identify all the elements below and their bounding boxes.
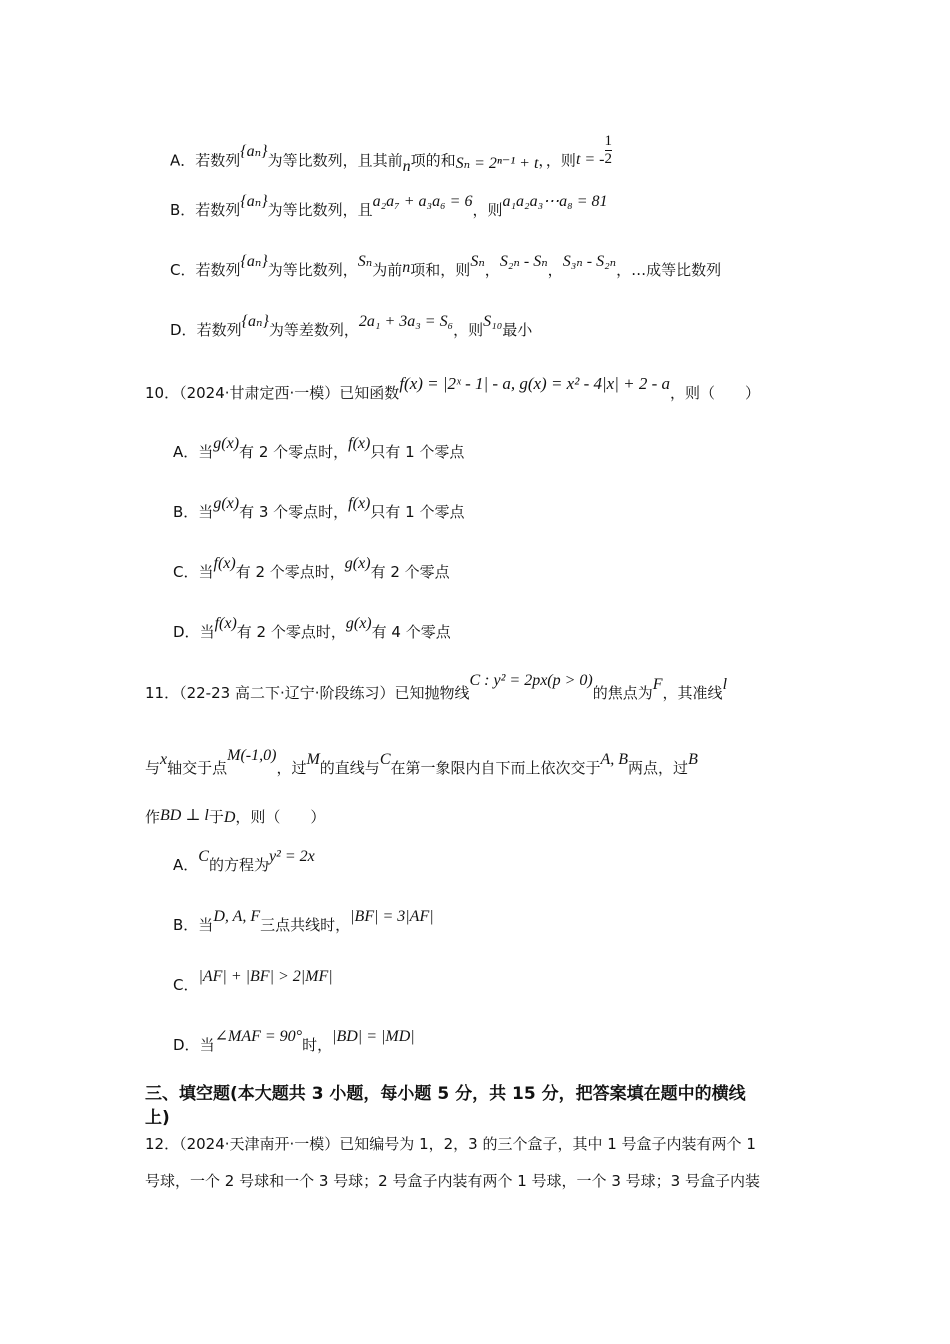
- q10-option-c: C．当f(x)有 2 个零点时，g(x)有 2 个零点: [173, 555, 450, 581]
- q9-option-c: C．若数列{aₙ}为等比数列，Sₙ为前n项和，则Sₙ，S₂ₙ - Sₙ，S₃ₙ - S₂ₙ，…成等比数列: [170, 253, 722, 279]
- q9-option-d: D．若数列{aₙ}为等差数列，2a₁ + 3a₃ = S₆，则S₁₀最小: [170, 313, 533, 339]
- q12-line2: 号球，一个 2 号球和一个 3 号球；2 号盒子内装有两个 1 号球，一个 3 号球；3 号盒子内装: [145, 1172, 760, 1190]
- q11-option-b: B．当D, A, F三点共线时，|BF| = 3|AF|: [173, 908, 434, 934]
- section-heading: 三、填空题(本大题共 3 小题，每小题 5 分，共 15 分，把答案填在题中的横线: [145, 1084, 746, 1104]
- q12-line1: 12．（2024·天津南开·一模）已知编号为 1，2，3 的三个盒子，其中 1 号盒子内装有两个 1: [145, 1135, 756, 1153]
- q11-stem-line3: 作BD ⊥ l于D，则（ ）: [145, 807, 326, 826]
- section-heading-cont: 上): [145, 1108, 170, 1128]
- q11-stem-line1: 11．（22-23 高二下·辽宁·阶段练习）已知抛物线C : y² = 2px(p > 0)的焦点为F，其准线l: [145, 672, 728, 702]
- q10-option-a: A．当g(x)有 2 个零点时，f(x)只有 1 个零点: [173, 435, 465, 461]
- q9-option-b: B．若数列{aₙ}为等比数列，且a₂a₇ + a₃a₆ = 6，则a₁a₂a₃⋯a₈ = 81: [170, 193, 608, 219]
- q11-stem-line2: 与x轴交于点M(-1,0)，过M的直线与C在第一象限内自下而上依次交于A, B两点，过B: [145, 747, 698, 777]
- q11-option-d: D．当∠MAF = 90°时，|BD| = |MD|: [173, 1028, 415, 1054]
- q10-option-d: D．当f(x)有 2 个零点时，g(x)有 4 个零点: [173, 615, 451, 641]
- q11-option-c: C．|AF| + |BF| > 2|MF|: [173, 968, 333, 994]
- q9-option-a: A．若数列{aₙ}为等比数列，且其前n项的和Sₙ = 2ⁿ⁻¹ + t，，则$t = -\frac{1}{2}$: [170, 133, 613, 176]
- sequence-a-n: {aₙ}: [240, 143, 268, 161]
- q10-option-b: B．当g(x)有 3 个零点时，f(x)只有 1 个零点: [173, 495, 465, 521]
- q11-option-a: A．C的方程为y² = 2x: [173, 848, 315, 874]
- q10-stem: 10．（2024·甘肃定西·一模）已知函数f(x) = |2ˣ - 1| - a, g(x) = x² - 4|x| + 2 - a，则（ ）: [145, 374, 761, 402]
- fraction-one-half: $\frac{1}{2}$: [604, 133, 613, 168]
